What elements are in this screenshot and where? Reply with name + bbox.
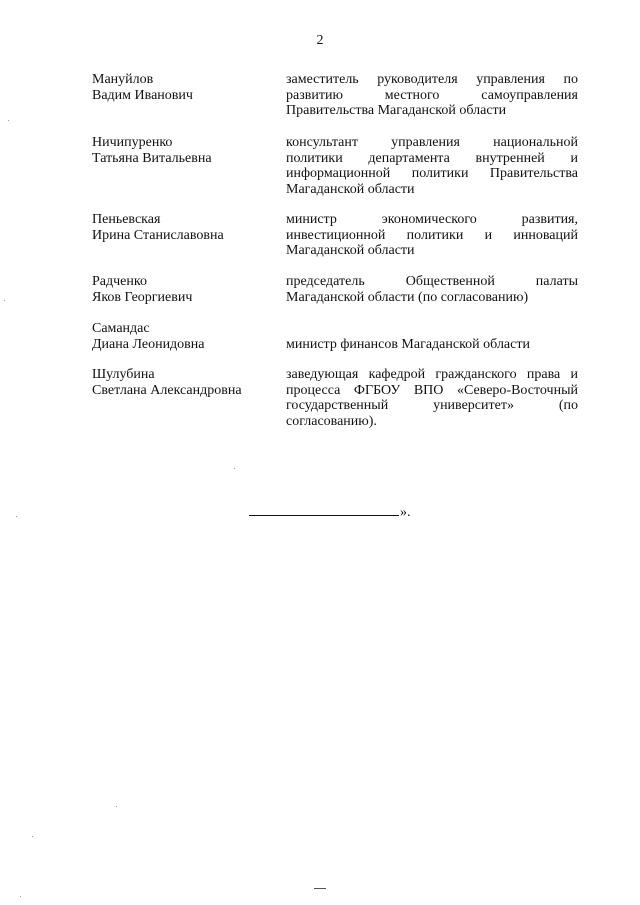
member-given-names: Вадим Иванович [92, 87, 193, 103]
member-surname: Самандас [92, 321, 150, 336]
member-surname: Мануйлов [92, 72, 154, 87]
member-given-names: Диана Леонидовна [92, 336, 205, 352]
member-name [92, 321, 272, 352]
scan-speck [234, 468, 235, 469]
member-position: министр экономического развития, инвестиционной политики и инноваций Магаданской области [286, 212, 578, 258]
member-given-names: Татьяна Витальевна [92, 150, 212, 166]
member-position: председатель Общественной палаты Магаданской области (по согласованию) [286, 274, 578, 305]
page-number: 2 [316, 33, 324, 48]
member-position: министр финансов Магаданской области [286, 337, 530, 352]
member-name [92, 135, 272, 166]
scan-speck [16, 516, 17, 517]
member-name [92, 367, 272, 398]
member-given-names: Светлана Александровна [92, 382, 242, 398]
member-position: консультант управления национальной политики департамента внутренней и информационной политики Правительства Магаданской области [286, 135, 578, 197]
closing-signature-line [249, 503, 411, 521]
member-given-names: Ирина Станиславовна [92, 227, 224, 243]
footer-dash-mark [314, 888, 326, 889]
member-surname: Ничипуренко [92, 135, 173, 150]
member-surname: Шулубина [92, 367, 155, 382]
scan-speck [20, 896, 21, 897]
member-surname: Радченко [92, 274, 147, 289]
closing-quote-mark: ». [400, 505, 411, 520]
scan-speck [32, 836, 33, 837]
member-surname: Пеньевская [92, 212, 161, 227]
member-given-names: Яков Георгиевич [92, 289, 193, 305]
scan-speck [4, 300, 5, 301]
scan-speck [8, 120, 9, 121]
member-name [92, 274, 272, 305]
member-position: заведующая кафедрой гражданского права и процесса ФГБОУ ВПО «Северо-Восточный государственный университет» (по согласованию). [286, 367, 578, 429]
blank-underline [249, 503, 399, 516]
scan-speck [116, 806, 117, 807]
member-name [92, 72, 272, 103]
member-position: заместитель руководителя управления по развитию местного самоуправления Правительства Магаданской области [286, 72, 578, 118]
member-name [92, 212, 272, 243]
